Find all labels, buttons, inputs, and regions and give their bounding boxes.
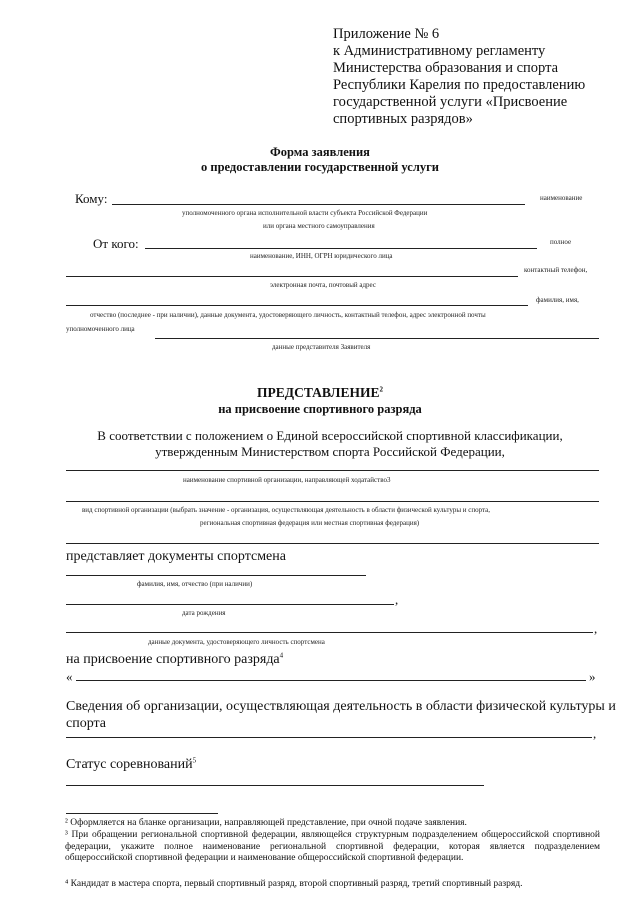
athlete-dob-caption: дата рождения xyxy=(182,609,226,617)
from-line[interactable] xyxy=(145,248,537,249)
appendix-line: Республики Карелия по предоставлению xyxy=(333,77,586,93)
intro-text: В соответствии с положением о Единой всероссийской спортивной классификации, xyxy=(97,428,563,443)
comma: , xyxy=(594,621,598,636)
org-type-line[interactable] xyxy=(66,501,599,502)
comma: , xyxy=(593,726,597,741)
org-info-label: Сведения об организации, осуществляющая деятельность в области физической культуры и xyxy=(66,699,616,714)
athlete-name-caption: фамилия, имя, отчество (при наличии) xyxy=(137,580,253,588)
from-line[interactable] xyxy=(66,305,528,306)
representation-title xyxy=(150,385,490,401)
org-info-line[interactable] xyxy=(66,737,592,738)
from-right-note: полное xyxy=(550,238,572,246)
footnote-separator xyxy=(66,813,218,814)
from-right-note: контактный телефон, xyxy=(524,266,588,274)
from-caption: данные представителя Заявителя xyxy=(272,343,371,351)
appendix-line: Приложение № 6 xyxy=(333,26,440,42)
from-line[interactable] xyxy=(155,338,599,339)
to-line[interactable] xyxy=(112,204,525,205)
athlete-doc-line[interactable] xyxy=(66,632,593,633)
separator-line[interactable] xyxy=(66,543,599,544)
athlete-dob-line[interactable] xyxy=(66,604,394,605)
status-label xyxy=(66,757,196,773)
to-right-note: наименование xyxy=(540,194,583,202)
from-caption: наименование, ИНН, ОГРН юридического лица xyxy=(250,252,393,260)
footnote-ref: 2 xyxy=(379,385,383,394)
org-type-caption: вид спортивной организации (выбрать значение - организация, осуществляющая деятельность в области физической культуры и спорта, xyxy=(82,506,491,514)
appendix-line: государственной услуги «Присвоение xyxy=(333,94,568,110)
form-title xyxy=(150,145,490,175)
comma: , xyxy=(395,592,399,607)
org-name-caption: наименование спортивной организации, направляющей ходатайство3 xyxy=(183,476,391,484)
from-label: От кого: xyxy=(93,236,139,251)
footnote-ref: 4 xyxy=(279,651,284,660)
close-quote: » xyxy=(589,669,596,684)
org-info-label: спорта xyxy=(66,716,107,731)
rank-line[interactable] xyxy=(76,680,586,681)
org-type-caption: региональная спортивная федерация или местная спортивная федерация) xyxy=(200,519,420,527)
from-line[interactable] xyxy=(66,276,518,277)
footnote: ³ При обращении региональной спортивной федерации, являющейся структурным подразделением общероссийской спортивной федерации, укажите полное наименование региональной спортивной федерации, которая является подразделением общероссийской спортивной федерации и наименование общероссийской спортивной федерации. xyxy=(65,830,600,863)
from-caption: отчество (последнее - при наличии), данные документа, удостоверяющего личность, контактный телефон, адрес электронной почты xyxy=(90,311,486,319)
org-name-line[interactable] xyxy=(66,470,599,471)
form-title-line: Форма заявления xyxy=(270,145,370,159)
status-line[interactable] xyxy=(66,785,484,786)
rank-label-text: на присвоение спортивного разряда xyxy=(66,652,280,667)
appendix-header xyxy=(333,26,585,128)
athlete-name-line[interactable] xyxy=(66,575,366,576)
footnote-ref: 5 xyxy=(192,756,197,765)
from-caption: электронная почта, почтовый адрес xyxy=(270,281,376,289)
footnote: ⁴ Кандидат в мастера спорта, первый спортивный разряд, второй спортивный разряд, третий спортивный разряд. xyxy=(65,879,523,889)
intro-text: утвержденным Министерством спорта Российской Федерации, xyxy=(155,444,505,459)
footnote: ² Оформляется на бланке организации, направляющей представление, при очной подаче заявления. xyxy=(65,818,467,828)
from-caption: уполномоченного лица xyxy=(66,325,135,333)
rank-label xyxy=(66,652,283,668)
status-label-text: Статус соревнований xyxy=(66,757,193,772)
representation-subtitle: на присвоение спортивного разряда xyxy=(218,402,422,416)
to-caption: уполномоченного органа исполнительной власти субъекта Российской Федерации xyxy=(182,209,428,217)
athlete-label: представляет документы спортсмена xyxy=(66,549,286,564)
appendix-line: к Административному регламенту xyxy=(333,43,546,59)
appendix-line: Министерства образования и спорта xyxy=(333,60,559,76)
form-title-line: о предоставлении государственной услуги xyxy=(201,160,439,174)
athlete-doc-caption: данные документа, удостоверяющего личность спортсмена xyxy=(148,638,325,646)
appendix-line: спортивных разрядов» xyxy=(333,111,473,127)
to-caption: или органа местного самоуправления xyxy=(263,222,375,230)
from-right-note: фамилия, имя, xyxy=(536,296,579,304)
to-label: Кому: xyxy=(75,191,108,206)
open-quote: « xyxy=(66,669,73,684)
representation-title-text: ПРЕДСТАВЛЕНИЕ xyxy=(257,385,380,400)
